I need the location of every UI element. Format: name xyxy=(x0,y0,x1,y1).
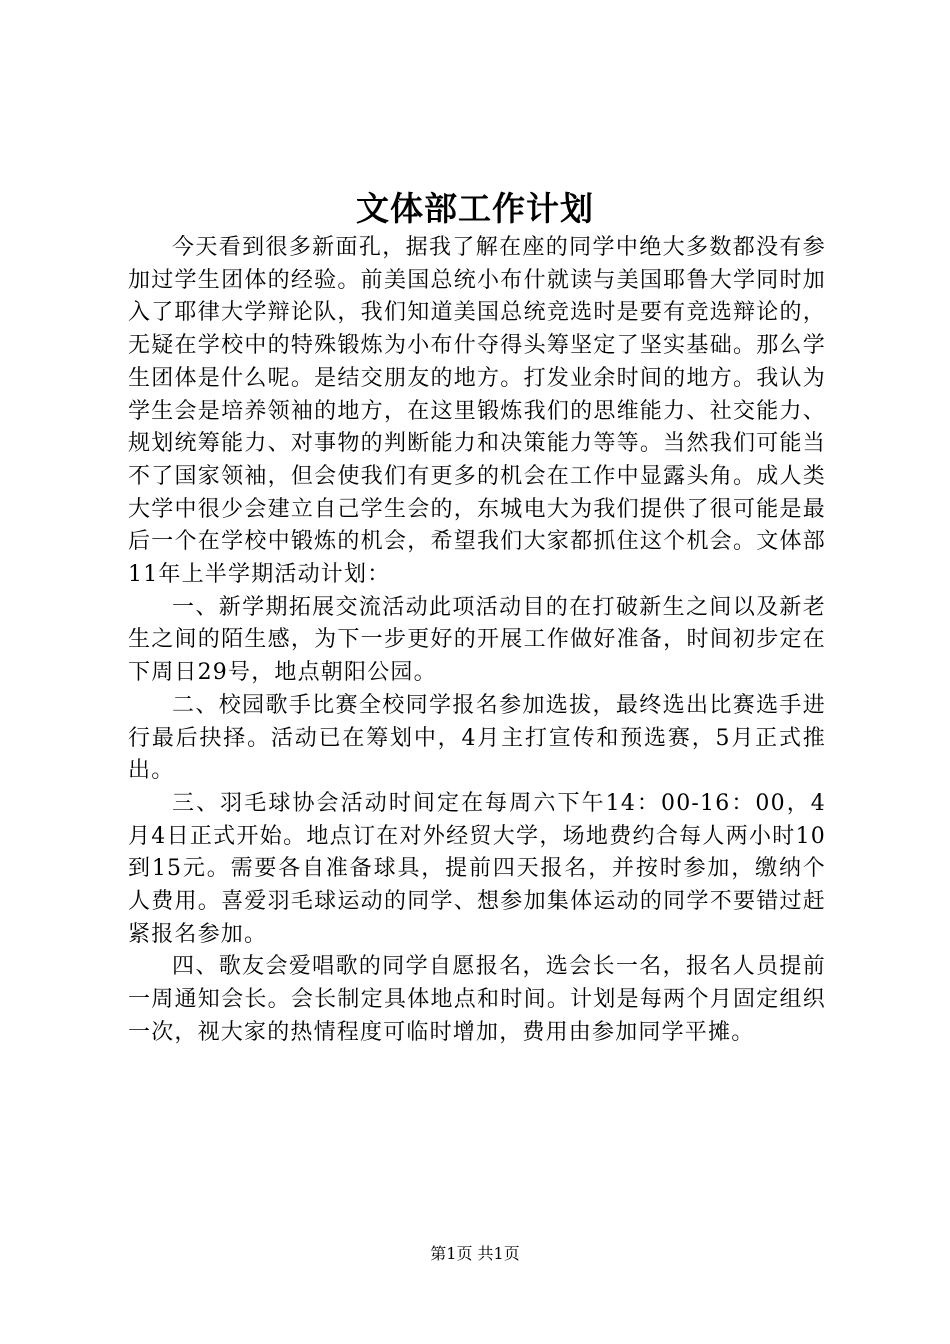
plan-item-2-paragraph: 二、校园歌手比赛全校同学报名参加选拔，最终选出比赛选手进行最后抉择。活动已在筹划中，4月主打宣传和预选赛，5月正式推出。 xyxy=(128,692,826,784)
plan-item-4-paragraph: 四、歌友会爱唱歌的同学自愿报名，选会长一名，报名人员提前一周通知会长。会长制定具体地点和时间。计划是每两个月固定组织一次，视大家的热情程度可临时增加，费用由参加同学平摊。 xyxy=(128,954,826,1045)
plan-item-3-paragraph: 三、羽毛球协会活动时间定在每周六下午14：00-16：00，4月4日正式开始。地点订在对外经贸大学，场地费约合每人两小时10到15元。需要各自准备球具，提前四天报名，并按时参加，缴纳个人费用。喜爱羽毛球运动的同学、想参加集体运动的同学不要错过赶紧报名参加。 xyxy=(128,790,826,947)
page-footer: 第1页 共1页 xyxy=(430,1244,520,1263)
document-title: 文体部工作计划 xyxy=(356,189,594,228)
document-body xyxy=(128,232,826,1050)
plan-item-1-paragraph: 一、新学期拓展交流活动此项活动目的在打破新生之间以及新老生之间的陌生感，为下一步更好的开展工作做好准备，时间初步定在下周日29号，地点朝阳公园。 xyxy=(128,594,826,686)
intro-paragraph: 今天看到很多新面孔，据我了解在座的同学中绝大多数都没有参加过学生团体的经验。前美国总统小布什就读与美国耶鲁大学同时加入了耶律大学辩论队，我们知道美国总统竞选时是要有竞选辩论的，无疑在学校中的特殊锻炼为小布什夺得头筹坚定了坚实基础。那么学生团体是什么呢。是结交朋友的地方。打发业余时间的地方。我认为学生会是培养领袖的地方，在这里锻炼我们的思维能力、社交能力、规划统筹能力、对事物的判断能力和决策能力等等。当然我们可能当不了国家领袖，但会使我们有更多的机会在工作中显露头角。成人类大学中很少会建立自己学生会的，东城电大为我们提供了很可能是最后一个在学校中锻炼的机会，希望我们大家都抓住这个机会。文体部11年上半学期活动计划： xyxy=(128,235,826,588)
